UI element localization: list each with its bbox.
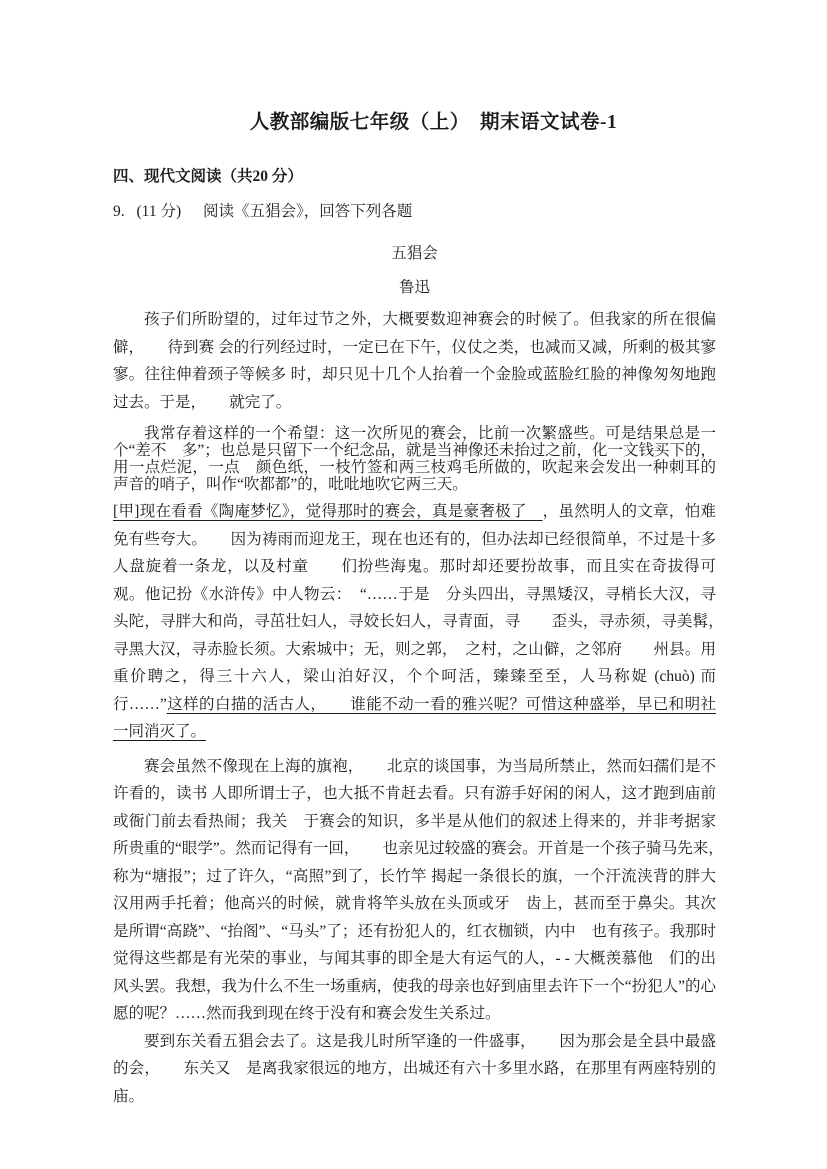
underlined-passage: [甲]现在看看《陶庵梦忆》，觉得那时的赛会，真是豪奢极了	[113, 503, 543, 520]
article-title: 五猖会	[391, 245, 438, 262]
article-paragraph	[113, 498, 732, 746]
page-title: 人教部编版七年级（上） 期末语文试卷-1	[249, 112, 618, 133]
article-paragraph	[113, 1028, 716, 1111]
article-paragraph	[113, 425, 716, 493]
text-run: 要到东关看五猖会去了。这是我儿时所罕逢的一件盛事， 因为那会是全县中最盛的会， 东关又 是离我家很远的地方，出城还有六十多里水路，在那里有两座特别的庙。	[113, 1032, 716, 1105]
article-body	[113, 306, 748, 1110]
article-author: 鲁迅	[398, 279, 430, 296]
text-run: 孩子们所盼望的，过年过节之外，大概要数迎神赛会的时候了。但我家的所在很偏僻， 待到赛 会的行列经过时，一定已在下午，仪仗之类，也减而又减，所剩的极其寥寥。往往伸着颈子等候多 时，却只见十几个人抬着一个金脸或蓝脸红脸的神像匆匆地跑过去。于是， 就完了。	[113, 311, 716, 411]
text-run: ，虽然明人的文章，怕难免有些夸大。 因为祷雨而迎龙王，现在也还有的，但办法却已经很简单，不过是十多人盘旋着一条龙，以及村童 们扮些海鬼。那时却还要扮故事，而且实在奇拔得可观。他记扮《水浒传》中人物云： “……于是 分头四出，寻黑矮汉，寻梢长大汉，寻头陀，寻胖大和尚，寻茁壮妇人，寻姣长妇人，寻青面，寻 歪头，寻赤须，寻美髯， 寻黑大汉，寻赤脸长须。大索城中；无，则之郭， 之村，之山僻，之邻府 州县。用重价聘之，得三十六人，梁山泊好汉，个个呵活，臻臻至至，人马称娖 (chuò) 而行……”	[113, 503, 732, 713]
article-paragraph	[113, 753, 748, 1028]
question-prompt: 阅读《五猖会》，回答下列各题	[203, 203, 413, 220]
text-run: 赛会虽然不像现在上海的旗袍， 北京的谈国事，为当局所禁止，然而妇孺们是不许看的，读书 人即所谓士子，也大抵不肯赶去看。只有游手好闲的闲人，这才跑到庙前或衙门前去看热闹；我关 于赛会的知识，多半是从他们的叙述上得来的，并非考据家所贵重的“眼学”。然而记得有一回， 也亲见过较盛的赛会。开首是一个孩子骑马先来， 称为“塘报”；过了许久，“高照”到了，长竹竿 揭起一条很长的旗，一个汗流浃背的胖大汉用两手托着；他高兴的时候，就肯将竿头放在头顶或牙 齿上，甚而至于鼻尖。其次是所谓“高跷”、“抬阁”、“马头”了；还有扮犯人的，红衣枷锁，内中 也有孩子。我那时觉得这些都是有光荣的事业，与闻其事的即全是大有运气的人，- - 大概羡慕他 们的出风头罢。我想，我为什么不生一场重病，使我的母亲也好到庙里去许下一个“扮犯人”的心 愿的呢？……然而我到现在终于没有和赛会发生关系过。	[113, 757, 748, 1022]
underlined-passage: 这样的白描的活古人， 谁能不动一看的雅兴呢？可惜这种盛举，早已和明社一同消灭了。	[113, 695, 716, 740]
question-points: (11 分)	[136, 203, 182, 220]
article-paragraph	[113, 306, 716, 416]
question-line	[113, 199, 716, 221]
question-number: 9.	[113, 203, 125, 220]
section-heading: 四、现代文阅读（共20 分）	[113, 168, 303, 185]
text-run: 我常存着这样的一个希望：这一次所见的赛会，比前一次繁盛些。可是结果总是一个“差不 多”；也总是只留下一个纪念品，就是当神像还未抬过之前，化一文钱买下的，用一点烂泥，一点 颜色纸，一枝竹签和两三枝鸡毛所做的，吹起来会发出一种刺耳的声音的哨子，叫作“吹都都”的，吡吡地吹它两三天。	[113, 425, 716, 493]
